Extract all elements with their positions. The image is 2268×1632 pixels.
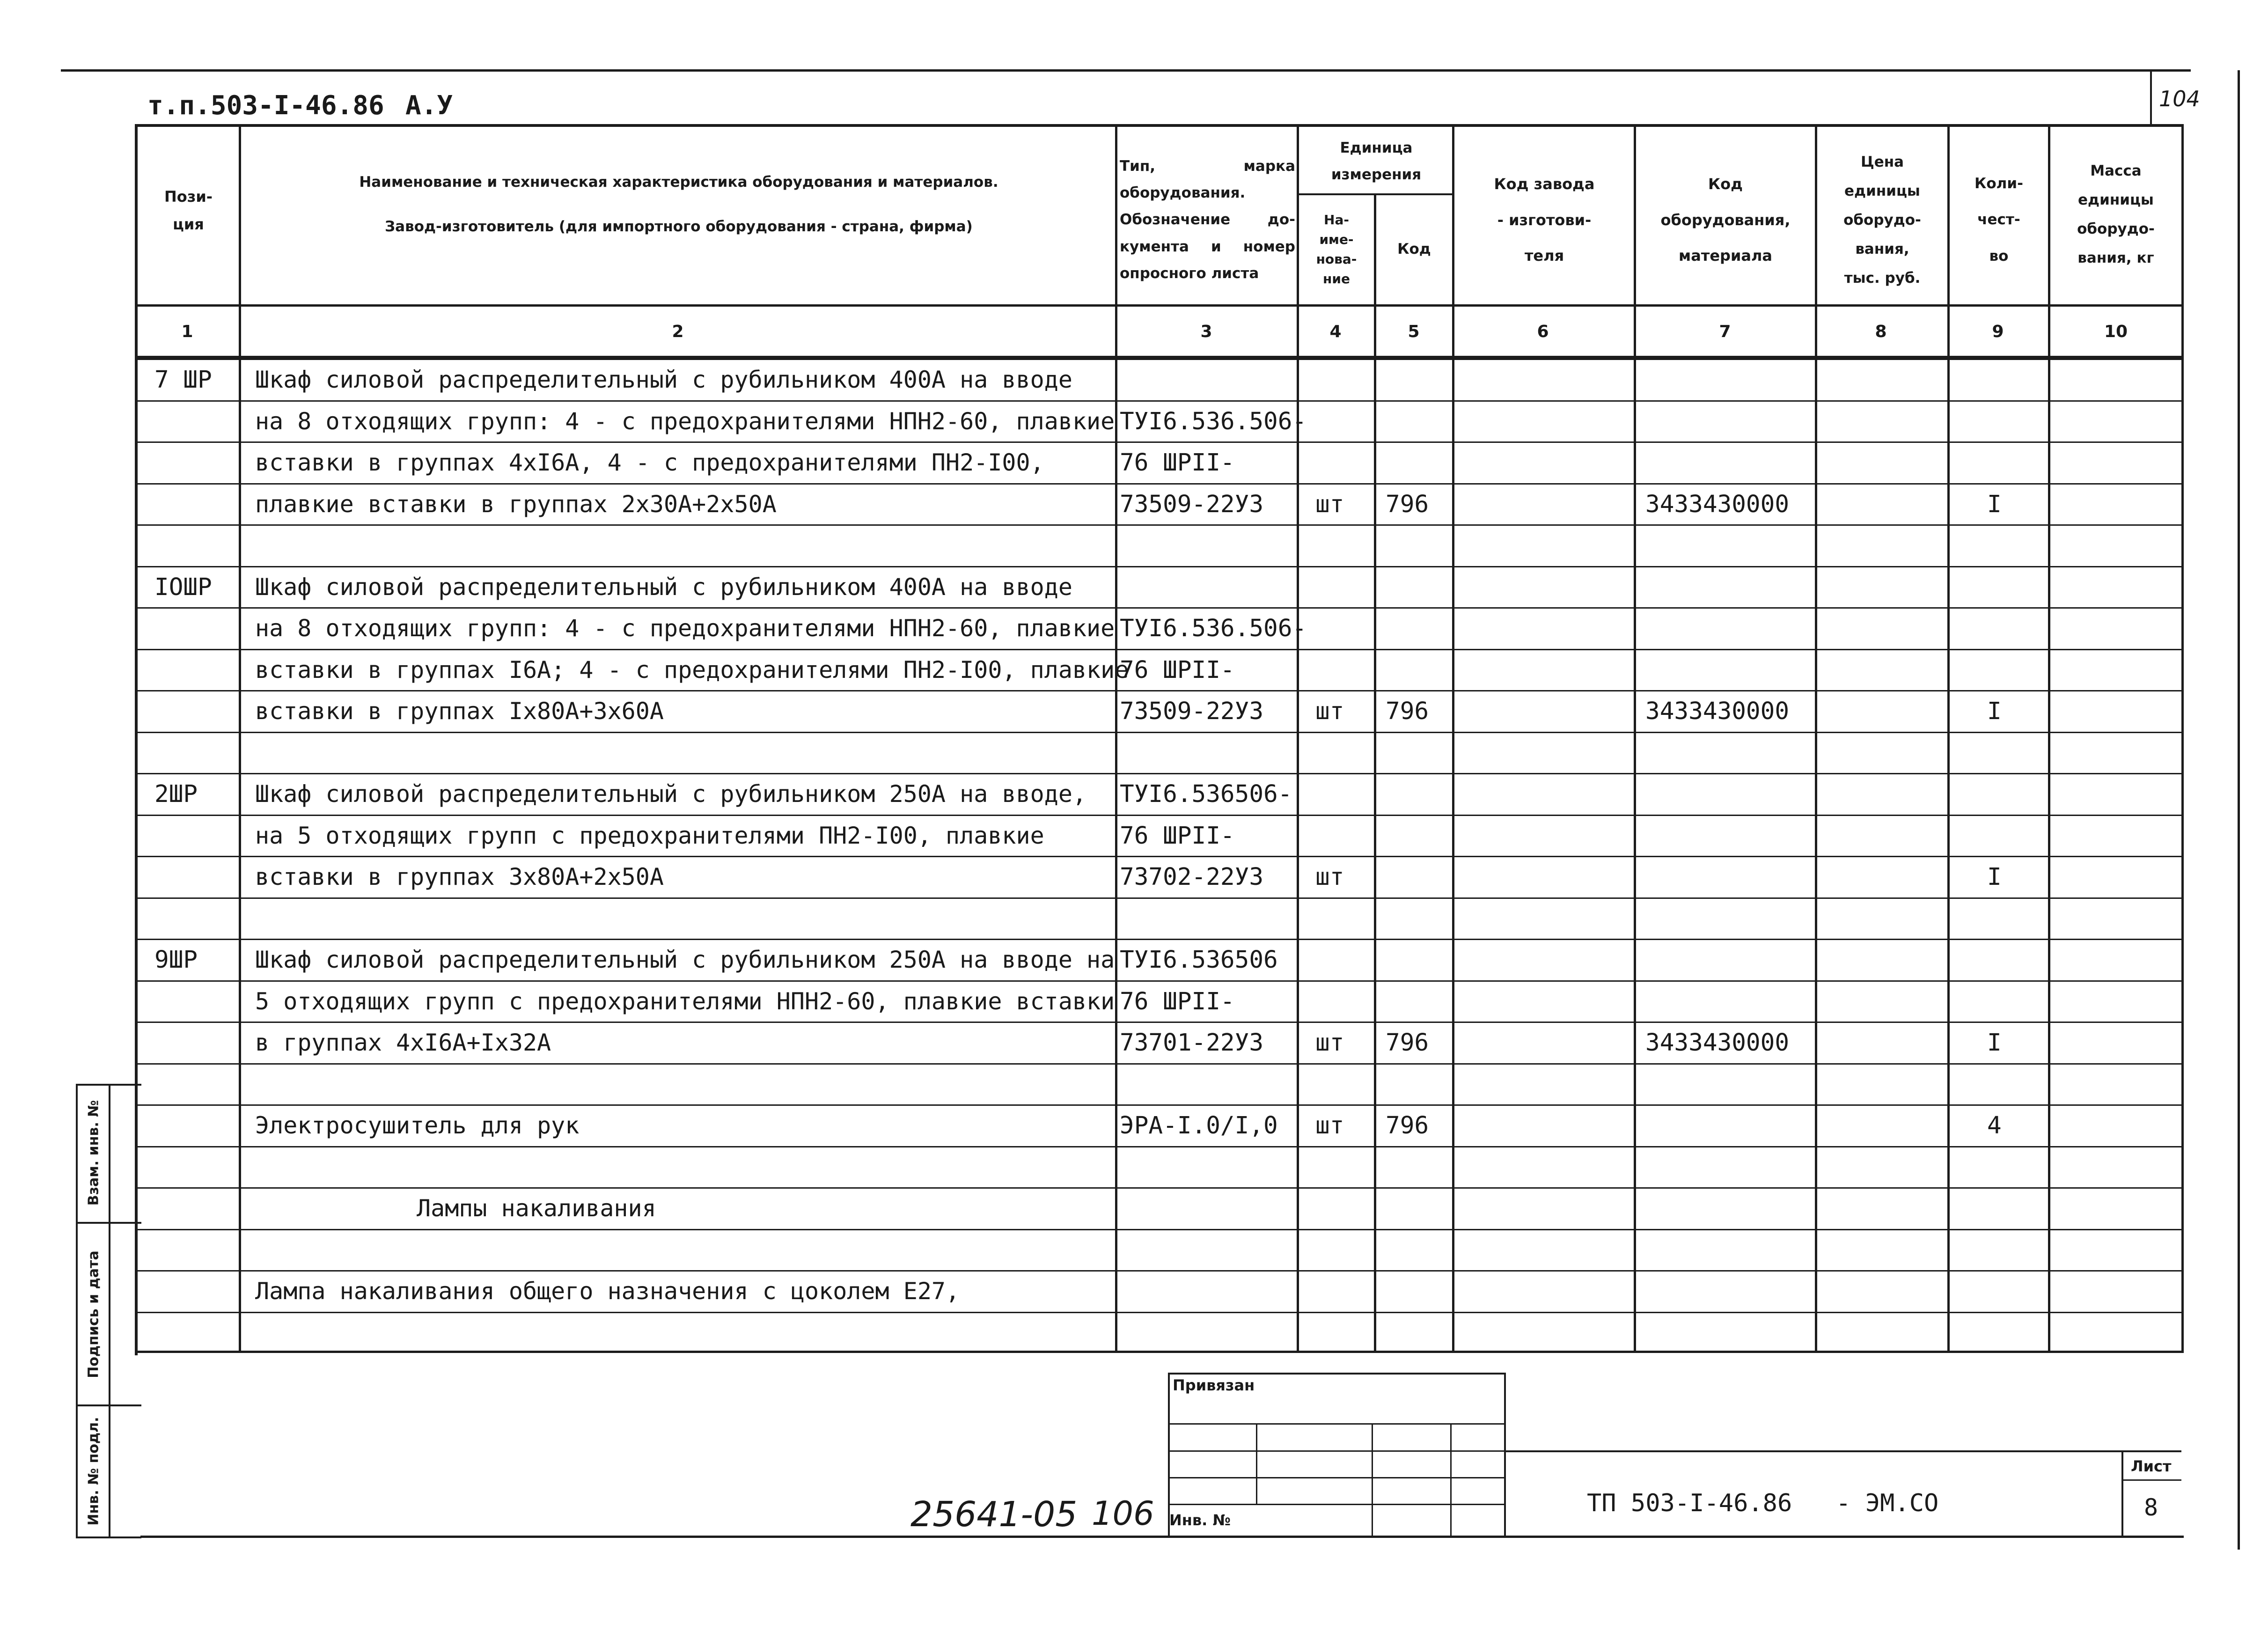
row-unit-code: 796 bbox=[1386, 698, 1429, 725]
row-unit: шт bbox=[1315, 698, 1344, 725]
row-divider bbox=[136, 1187, 2184, 1189]
column-number: 7 bbox=[1719, 322, 1731, 341]
row-type: 73509-22У3 bbox=[1120, 698, 1264, 725]
row-unit: шт bbox=[1315, 491, 1344, 518]
row-divider bbox=[136, 1229, 2184, 1230]
sheet-label: Лист bbox=[2131, 1457, 2172, 1475]
row-name: вставки в группах 3х80А+2х50А bbox=[255, 863, 664, 890]
row-type: ТУI6.536506- bbox=[1120, 780, 1292, 808]
row-name: вставки в группах 4хI6А, 4 - с предохранителями ПН2-I00, bbox=[255, 449, 1044, 476]
header-plant-code: Код завода - изготови- теля bbox=[1494, 175, 1595, 265]
column-number: 8 bbox=[1875, 322, 1887, 341]
header-mass: Масса единицы оборудо- вания, кг bbox=[2077, 162, 2155, 266]
row-unit: шт bbox=[1315, 1112, 1344, 1139]
row-name: 5 отходящих групп с предохранителями НПН2-60, плавкие вставки bbox=[255, 988, 1115, 1015]
row-divider bbox=[136, 980, 2184, 982]
row-divider bbox=[136, 1063, 2184, 1065]
document-designation: ТП 503-I-46.86 - ЭМ.СО bbox=[1587, 1489, 1939, 1517]
attached-label: Привязан bbox=[1173, 1376, 1255, 1394]
row-divider bbox=[136, 1022, 2184, 1023]
page-note: 104 bbox=[2159, 86, 2200, 111]
row-divider bbox=[136, 524, 2184, 526]
column-number: 1 bbox=[181, 322, 193, 341]
row-type: 76 ШРII- bbox=[1120, 822, 1235, 850]
sheet-number: 8 bbox=[2144, 1494, 2158, 1521]
header-name-line1: Наименование и техническая характеристика оборудования и материалов. bbox=[359, 174, 998, 191]
row-divider bbox=[136, 690, 2184, 691]
row-type: 76 ШРII- bbox=[1120, 988, 1235, 1015]
row-name: плавкие вставки в группах 2х30А+2х50А bbox=[255, 491, 777, 518]
column-number: 5 bbox=[1408, 322, 1420, 341]
column-number: 2 bbox=[672, 322, 684, 341]
header-unit-code: Код bbox=[1397, 240, 1431, 257]
row-name: на 8 отходящих групп: 4 - с предохранителями НПН2-60, плавкие bbox=[255, 615, 1115, 642]
header-position: Пози- ция bbox=[164, 187, 213, 233]
row-name: на 8 отходящих групп: 4 - с предохранителями НПН2-60, плавкие bbox=[255, 408, 1115, 435]
row-divider bbox=[136, 1270, 2184, 1272]
row-quantity: 4 bbox=[1987, 1112, 2002, 1139]
header-unit: Единица измерения bbox=[1331, 139, 1422, 183]
row-divider bbox=[136, 897, 2184, 899]
row-divider bbox=[136, 815, 2184, 816]
row-unit: шт bbox=[1315, 1029, 1344, 1057]
row-name: на 5 отходящих групп с предохранителями ПН2-I00, плавкие bbox=[255, 822, 1044, 849]
row-material-code: 3433430000 bbox=[1645, 491, 1790, 518]
inventory-label: Инв. № bbox=[1169, 1511, 1231, 1529]
row-quantity: I bbox=[1987, 1029, 2002, 1057]
row-divider bbox=[136, 441, 2184, 443]
sidebar-replaced-inv: Взам. инв. № bbox=[85, 1100, 102, 1206]
row-material-code: 3433430000 bbox=[1645, 1029, 1790, 1057]
row-name: Лампа накаливания общего назначения с цоколем Е27, bbox=[255, 1278, 960, 1305]
row-divider bbox=[136, 732, 2184, 733]
header-type: Тип, марка оборудования. Обозначение до- кумента и номер опросного листа bbox=[1120, 157, 1295, 282]
header-unit-name: На- име- нова- ние bbox=[1316, 212, 1357, 287]
row-divider bbox=[136, 856, 2184, 857]
row-material-code: 3433430000 bbox=[1645, 698, 1790, 725]
row-type: 76 ШРII- bbox=[1120, 449, 1235, 477]
header-name-line2: Завод-изготовитель (для импортного оборудования - страна, фирма) bbox=[385, 218, 973, 235]
row-divider bbox=[136, 1146, 2184, 1147]
row-divider bbox=[136, 1104, 2184, 1106]
row-divider bbox=[136, 773, 2184, 774]
row-quantity: I bbox=[1987, 491, 2002, 518]
row-type: 73702-22У3 bbox=[1120, 863, 1264, 891]
row-unit-code: 796 bbox=[1386, 491, 1429, 518]
row-divider bbox=[136, 1312, 2184, 1313]
row-unit-code: 796 bbox=[1386, 1029, 1429, 1057]
header-material-code: Код оборудования, материала bbox=[1660, 175, 1791, 265]
row-quantity: I bbox=[1987, 863, 2002, 891]
handwritten-page: 106 bbox=[1092, 1494, 1154, 1533]
row-type: ТУI6.536506 bbox=[1120, 946, 1278, 974]
row-divider bbox=[136, 400, 2184, 402]
row-name: Шкаф силовой распределительный с рубильником 400А на вводе bbox=[255, 573, 1072, 601]
row-position: 9ШР bbox=[154, 946, 198, 974]
row-divider bbox=[136, 939, 2184, 940]
row-position: 2ШР bbox=[154, 780, 198, 808]
sidebar-signature-date: Подпись и дата bbox=[85, 1250, 102, 1378]
row-type: ТУI6.536.506- bbox=[1120, 615, 1307, 642]
row-type: 73509-22У3 bbox=[1120, 491, 1264, 518]
row-divider bbox=[136, 649, 2184, 650]
column-number: 10 bbox=[2104, 322, 2128, 341]
column-number: 3 bbox=[1200, 322, 1212, 341]
handwritten-number: 25641-05 bbox=[910, 1494, 1078, 1535]
doc-code: т.п.503-I-46.86 bbox=[147, 90, 384, 121]
row-divider bbox=[136, 607, 2184, 609]
row-name: вставки в группах I6А; 4 - с предохранителями ПН2-I00, плавкие bbox=[255, 656, 1129, 684]
row-position: 7 ШР bbox=[154, 366, 212, 394]
row-quantity: I bbox=[1987, 698, 2002, 725]
column-number: 6 bbox=[1537, 322, 1549, 341]
album-code: А.У bbox=[405, 90, 453, 121]
row-name: Лампы накаливания bbox=[417, 1195, 656, 1222]
row-divider bbox=[136, 359, 2184, 360]
row-type: ЭРА-I.0/I,0 bbox=[1120, 1112, 1278, 1139]
row-type: ТУI6.536.506- bbox=[1120, 408, 1307, 435]
row-type: 73701-22У3 bbox=[1120, 1029, 1264, 1057]
row-unit: шт bbox=[1315, 863, 1344, 891]
sidebar-inv-original: Инв. № подл. bbox=[85, 1417, 102, 1526]
column-number: 4 bbox=[1329, 322, 1342, 341]
row-name: Шкаф силовой распределительный с рубильником 400А на вводе bbox=[255, 366, 1072, 393]
row-name: Шкаф силовой распределительный с рубильником 250А на вводе на bbox=[255, 946, 1115, 973]
row-type: 76 ШРII- bbox=[1120, 656, 1235, 684]
row-name: в группах 4хI6А+Iх32А bbox=[255, 1029, 551, 1056]
row-divider bbox=[136, 566, 2184, 567]
row-unit-code: 796 bbox=[1386, 1112, 1429, 1139]
header-quantity: Коли- чест- во bbox=[1974, 175, 2023, 265]
header-price: Цена единицы оборудо- вания, тыс. руб. bbox=[1843, 154, 1921, 287]
row-divider bbox=[136, 483, 2184, 485]
row-position: IОШР bbox=[154, 573, 212, 601]
column-number: 9 bbox=[1992, 322, 2004, 341]
row-name: Электросушитель для рук bbox=[255, 1112, 580, 1139]
row-name: вставки в группах Iх80А+3х60А bbox=[255, 698, 664, 725]
row-name: Шкаф силовой распределительный с рубильником 250А на вводе, bbox=[255, 780, 1087, 808]
